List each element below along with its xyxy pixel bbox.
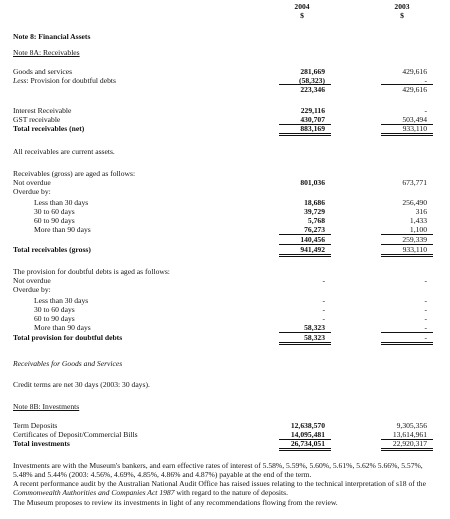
double-rule	[381, 448, 433, 451]
double-rule	[381, 133, 433, 136]
prov-overdue-by-label: Overdue by:	[13, 285, 51, 294]
col-header-2003: 2003	[394, 2, 410, 11]
aging-row-2003: 1,100	[409, 225, 427, 234]
prov-not-overdue-2003: -	[424, 276, 427, 285]
prov-aging-row-2003: -	[424, 296, 427, 305]
aging-row-2003: 316	[415, 207, 427, 216]
certificates-label: Certificates of Deposit/Commercial Bills	[13, 430, 138, 439]
prov-not-overdue-2004: -	[322, 276, 325, 285]
aging-row-2004: 39,729	[304, 207, 325, 216]
aging-row-2004: 5,768	[307, 216, 325, 225]
goods-2003: 429,616	[402, 67, 427, 76]
not-overdue-2004: 801,036	[300, 178, 325, 187]
prov-aging-row-2004: -	[322, 305, 325, 314]
goods-label: Goods and services	[13, 67, 73, 76]
prov-total-2003: -	[424, 333, 427, 342]
footnote-audit-text-a: A recent performance audit by the Australian National Audit Office has raised issues relating to the technical interpretation of s18 of the	[13, 479, 426, 488]
aging-row-2004: 18,686	[304, 198, 325, 207]
act-name: Commonwealth Authorities and Companies Act 1987	[13, 488, 175, 498]
total-receivables-net-label: Total receivables (net)	[13, 124, 85, 133]
aged-intro: Receivables (gross) are aged as follows:	[13, 169, 136, 178]
certificates-2004: 14,095,481	[290, 430, 325, 439]
prov-total-2004: 58,323	[304, 333, 325, 342]
current-assets-note: All receivables are current assets.	[13, 147, 115, 156]
overdue-subtotal-2004: 140,456	[300, 235, 325, 244]
aging-row-label: 60 to 90 days	[34, 216, 75, 225]
subtotal1-2003: 429,616	[402, 85, 427, 94]
prov-aging-row-2003: -	[424, 305, 427, 314]
subtotal1-2004: 223,346	[300, 85, 325, 94]
interest-2004: 229,116	[300, 106, 325, 115]
footnote-audit	[13, 479, 443, 497]
gst-2003: 503,494	[402, 115, 427, 124]
prov-aging-row-label: 30 to 60 days	[34, 305, 75, 314]
note8-title: Note 8: Financial Assets	[13, 32, 91, 41]
total-gross-label: Total receivables (gross)	[13, 245, 91, 254]
footnote-audit-text-b: with regard to the nature of deposits.	[174, 488, 288, 498]
prov-aging-row-label: More than 90 days	[34, 323, 91, 332]
gst-2004: 430,707	[300, 115, 325, 124]
goods-services-heading: Receivables for Goods and Services	[13, 359, 123, 368]
double-rule	[279, 448, 331, 451]
prov-aging-row-2004: -	[322, 314, 325, 323]
provision-row-label	[13, 76, 116, 85]
footnote-interest: Investments are with the Museum's bankers, and earn effective rates of interest of 5.58%, 5.59%, 5.60%, 5.61%, 5.62% 5.66%, 5.57%, 5.48% and 5.44% (2003: 4.56%, 4.69%, 4.85%, 4.86% and 4.87%) payable at the end of the term.	[13, 461, 423, 480]
prov-aging-row-label: Less than 30 days	[34, 296, 89, 305]
col-unit-2003: $	[400, 11, 404, 20]
term-deposits-2003: 9,305,356	[396, 421, 427, 430]
total-investments-2004: 26,734,051	[290, 439, 325, 448]
note8b-title: Note 8B: Investments	[13, 402, 80, 411]
overdue-by-label: Overdue by:	[13, 187, 51, 196]
interest-label: Interest Receivable	[13, 106, 72, 115]
aging-row-2003: 1,433	[409, 216, 427, 225]
certificates-2003: 13,614,961	[392, 430, 427, 439]
provision-label: : Provision for doubtful debts	[26, 76, 116, 85]
total-receivables-net-2003: 933,110	[402, 124, 427, 133]
footnote-review: The Museum proposes to review its investments in light of any recommendations flowing from the review.	[13, 498, 338, 507]
not-overdue-label: Not overdue	[13, 178, 51, 187]
prov-aging-row-2004: -	[322, 296, 325, 305]
credit-terms-note: Credit terms are net 30 days (2003: 30 days).	[13, 380, 150, 389]
aging-row-label: Less than 30 days	[34, 198, 89, 207]
prov-aging-row-label: 60 to 90 days	[34, 314, 75, 323]
double-rule	[279, 254, 331, 257]
interest-2003: -	[424, 106, 427, 115]
prov-not-overdue-label: Not overdue	[13, 276, 51, 285]
note8a-title: Note 8A: Receivables	[13, 48, 80, 57]
total-investments-label: Total investments	[13, 439, 70, 448]
total-gross-2003: 933,110	[402, 245, 427, 254]
goods-2004: 281,669	[300, 67, 325, 76]
prov-aging-row-2003: -	[424, 314, 427, 323]
total-receivables-net-2004: 883,169	[300, 124, 325, 133]
gst-label: GST receivable	[13, 115, 61, 124]
not-overdue-2003: 673,771	[402, 178, 427, 187]
overdue-subtotal-2003: 259,339	[402, 235, 427, 244]
prov-total-label: Total provision for doubtful debts	[13, 333, 123, 342]
term-deposits-2004: 12,638,570	[290, 421, 325, 430]
aging-row-label: 30 to 60 days	[34, 207, 75, 216]
total-gross-2004: 941,492	[300, 245, 325, 254]
provision-intro: The provision for doubtful debts is aged as follows:	[13, 267, 170, 276]
prov-aging-row-2003: -	[424, 323, 427, 332]
less-label: Less	[13, 76, 27, 85]
term-deposits-label: Term Deposits	[13, 421, 58, 430]
provision-2003: -	[424, 76, 427, 85]
double-rule	[279, 342, 331, 345]
aging-row-label: More than 90 days	[34, 225, 91, 234]
col-unit-2004: $	[300, 11, 304, 20]
aging-row-2003: 256,490	[402, 198, 427, 207]
aging-row-2004: 76,273	[304, 225, 325, 234]
double-rule	[381, 342, 433, 345]
col-header-2004: 2004	[294, 2, 310, 11]
double-rule	[279, 133, 331, 136]
prov-aging-row-2004: 58,323	[304, 323, 325, 332]
total-investments-2003: 22,920,317	[392, 439, 427, 448]
provision-2004: (58,323)	[299, 76, 325, 85]
double-rule	[381, 254, 433, 257]
